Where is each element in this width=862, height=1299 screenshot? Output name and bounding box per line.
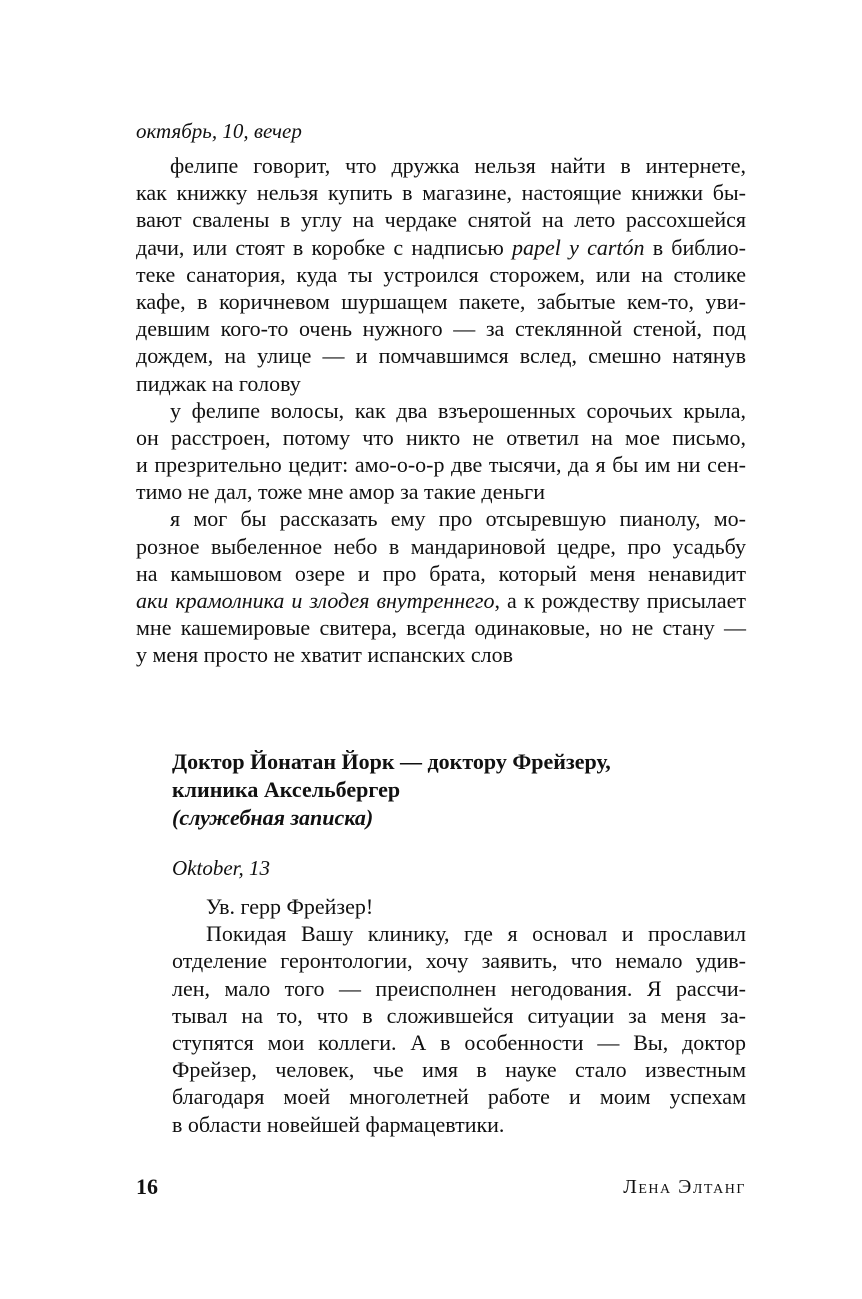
- memo-date: Oktober, 13: [172, 856, 270, 880]
- text-line: розное выбеленное небо в мандариновой цедре, про усадьбу: [136, 533, 746, 559]
- text-line: девшим кого-то очень нужного — за стеклянной стеной, под: [136, 316, 746, 342]
- memo-heading: [172, 748, 611, 832]
- text-line: вают свалены в углу на чердаке снятой на лето рассохшейся: [136, 207, 746, 233]
- memo-heading-line: Доктор Йонатан Йорк — доктору Фрейзеру,: [172, 749, 611, 774]
- diary-entry: [136, 152, 746, 669]
- text-line: теке санатория, куда ты устроился сторожем, или на столике: [136, 261, 746, 287]
- text-line: как книжку нельзя купить в магазине, настоящие книжки бы-: [136, 180, 746, 206]
- text-line: отделение геронтологии, хочу заявить, что немало удив-: [172, 948, 746, 974]
- text-line: благодаря моей многолетней работе и моим успехам: [172, 1084, 746, 1110]
- text-line: аки крамолника и злодея внутреннего, а к рождеству присылает: [136, 588, 746, 613]
- text-line: я мог бы рассказать ему про отсыревшую пианолу, мо-: [170, 506, 746, 532]
- text-line: пиджак на голову: [136, 370, 301, 396]
- text-line: дождем, на улице — и помчавшимся вслед, смешно натянув: [136, 343, 746, 369]
- text-line: и презрительно цедит: амо-о-о-р две тысячи, да я бы им ни сен-: [136, 452, 746, 478]
- italic-phrase: papel y cartón: [512, 234, 645, 260]
- diary-date: октябрь, 10, вечер: [136, 119, 302, 143]
- text-line: лен, мало того — преисполнен негодования. Я рассчи-: [172, 975, 746, 1001]
- memo-salutation: Ув. герр Фрейзер!: [206, 894, 374, 919]
- text-line: Фрейзер, человек, чье имя в науке стало известным: [172, 1057, 746, 1083]
- text-line: фелипе говорит, что дружка нельзя найти в интернете,: [170, 153, 746, 178]
- text-line: тимо не дал, тоже мне амор за такие деньги: [136, 479, 545, 505]
- text-line: он расстроен, потому что никто не ответил на мое письмо,: [136, 424, 746, 450]
- memo-body: [172, 893, 746, 1138]
- text-line: у фелипе волосы, как два взъерошенных сорочьих крыла,: [170, 397, 746, 423]
- memo-heading-subtitle: (служебная записка): [172, 805, 374, 830]
- memo-heading-line: клиника Аксельбергер: [172, 777, 401, 802]
- italic-phrase: аки крамолника и злодея внутреннего: [136, 588, 495, 613]
- text-line: на камышовом озере и про брата, который меня ненавидит: [136, 560, 746, 586]
- page-number: 16: [136, 1174, 158, 1199]
- text-line: мне кашемировые свитера, всегда одинаковые, но не стану —: [136, 615, 746, 641]
- running-head-author: Лена Элтанг: [623, 1176, 746, 1198]
- text-line: тывал на то, что в сложившейся ситуации за меня за-: [172, 1002, 746, 1028]
- text-line: ступятся мои коллеги. А в особенности — Вы, доктор: [172, 1029, 746, 1055]
- text-line: дачи, или стоят в коробке с надписью papel y cartón в библио-: [136, 234, 746, 260]
- text-line: в области новейшей фармацевтики.: [172, 1111, 505, 1137]
- text-line: Покидая Вашу клинику, где я основал и прославил: [206, 921, 746, 947]
- text-line: у меня просто не хватит испанских слов: [136, 642, 514, 668]
- text-line: кафе, в коричневом шуршащем пакете, забытые кем-то, уви-: [136, 288, 746, 314]
